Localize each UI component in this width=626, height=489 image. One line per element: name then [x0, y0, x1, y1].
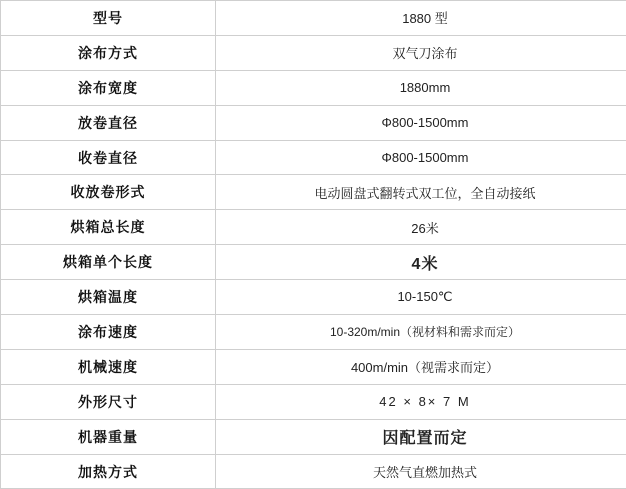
- row-value: 4米: [216, 245, 626, 280]
- row-label: 放卷直径: [1, 105, 216, 140]
- row-label: 涂布方式: [1, 35, 216, 70]
- row-value: 电动圆盘式翻转式双工位，全自动接纸: [216, 175, 626, 210]
- row-label: 加热方式: [1, 454, 216, 489]
- table-row: [1, 140, 626, 175]
- row-label: 型号: [1, 1, 216, 36]
- table-row: [1, 70, 626, 105]
- row-value: 双气刀涂布: [216, 35, 626, 70]
- table-row: [1, 280, 626, 315]
- row-label: 烘箱单个长度: [1, 245, 216, 280]
- table-row: [1, 210, 626, 245]
- row-value: 天然气直燃加热式: [216, 454, 626, 489]
- row-label: 涂布速度: [1, 315, 216, 350]
- table-row: [1, 454, 626, 489]
- specification-table-body: [1, 1, 626, 489]
- row-label: 烘箱温度: [1, 280, 216, 315]
- row-value: 10-320m/min（视材料和需求而定）: [216, 315, 626, 350]
- table-row: [1, 105, 626, 140]
- table-row: [1, 1, 626, 36]
- row-label: 机械速度: [1, 349, 216, 384]
- table-row: [1, 315, 626, 350]
- row-label: 收卷直径: [1, 140, 216, 175]
- row-value: 400m/min（视需求而定）: [216, 349, 626, 384]
- row-value: 26米: [216, 210, 626, 245]
- row-value: 1880mm: [216, 70, 626, 105]
- row-value: Φ800-1500mm: [216, 140, 626, 175]
- row-value: 42 × 8× 7 M: [216, 384, 626, 419]
- row-value: Φ800-1500mm: [216, 105, 626, 140]
- table-row: [1, 419, 626, 454]
- table-row: [1, 384, 626, 419]
- row-value: 因配置而定: [216, 419, 626, 454]
- row-label: 涂布宽度: [1, 70, 216, 105]
- row-label: 收放卷形式: [1, 175, 216, 210]
- row-label: 机器重量: [1, 419, 216, 454]
- row-value: 10-150℃: [216, 280, 626, 315]
- row-value: 1880 型: [216, 1, 626, 36]
- table-row: [1, 35, 626, 70]
- table-row: [1, 175, 626, 210]
- table-row: [1, 245, 626, 280]
- row-label: 外形尺寸: [1, 384, 216, 419]
- table-row: [1, 349, 626, 384]
- row-label: 烘箱总长度: [1, 210, 216, 245]
